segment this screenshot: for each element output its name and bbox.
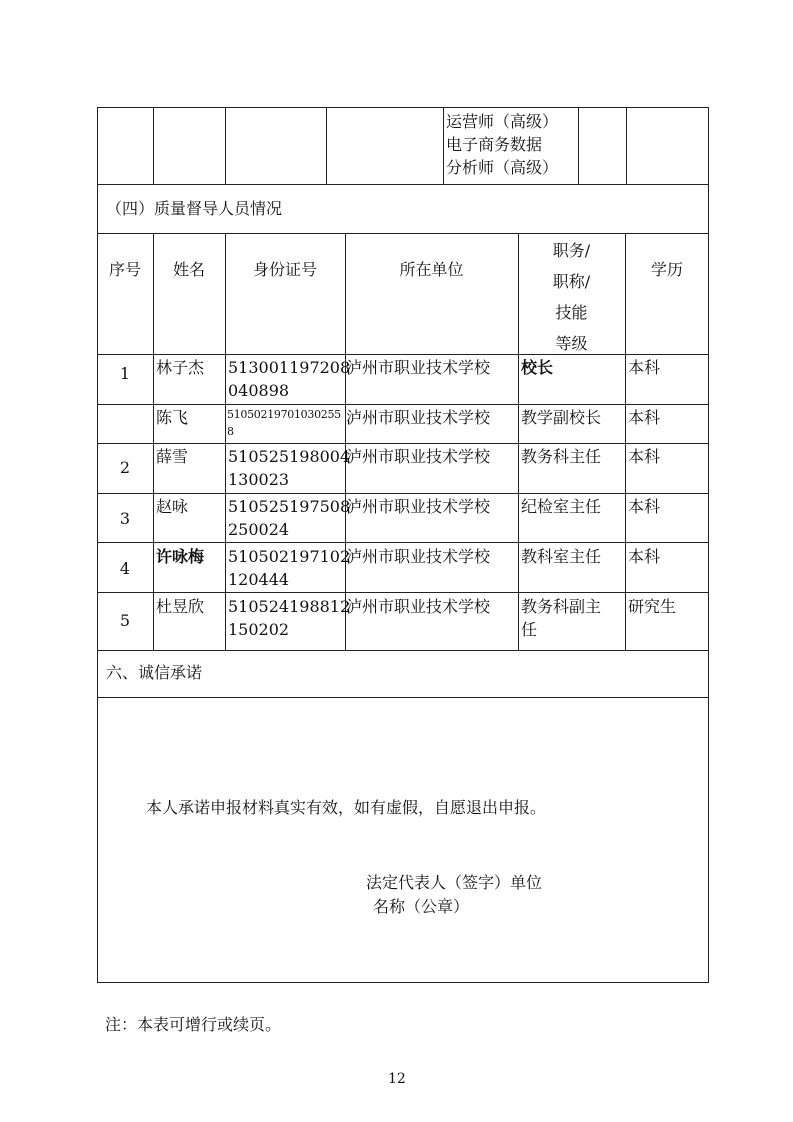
- section-title: （四）质量督导人员情况: [106, 199, 283, 218]
- cell-edu: 本科: [628, 408, 661, 427]
- cell-id: 8: [227, 425, 234, 438]
- cell-id: 51050219701030255: [227, 408, 341, 421]
- cell-unit: 泸州市职业技术学校: [346, 497, 491, 516]
- cell-no: 1: [119, 364, 131, 383]
- pledge-text: 本人承诺申报材料真实有效，如有虚假，自愿退出申报。: [146, 798, 547, 817]
- cert-line: 分析师（高级）: [446, 158, 559, 177]
- col-divider: [153, 107, 154, 184]
- col-divider: [345, 233, 346, 650]
- cert-line: 运营师（高级）: [446, 112, 559, 131]
- cell-title: 教科室主任: [521, 547, 602, 566]
- cell-edu: 本科: [628, 358, 661, 377]
- row-divider: [97, 592, 709, 593]
- cell-title: 教学副校长: [521, 408, 602, 427]
- cell-no: 2: [119, 458, 131, 477]
- cell-no: 5: [119, 611, 131, 630]
- col-divider: [518, 233, 519, 650]
- cell-id: 120444: [228, 570, 290, 589]
- cell-edu: 本科: [628, 497, 661, 516]
- cell-name: 陈飞: [156, 408, 189, 427]
- cell-unit: 泸州市职业技术学校: [346, 358, 491, 377]
- cell-edu: 本科: [628, 447, 661, 466]
- row-divider: [97, 697, 709, 698]
- row-divider: [97, 493, 709, 494]
- header-edu: 学历: [650, 260, 683, 279]
- cell-unit: 泸州市职业技术学校: [346, 597, 491, 616]
- cell-title: 校长: [521, 358, 554, 377]
- header-no: 序号: [108, 260, 141, 279]
- header-unit: 所在单位: [399, 260, 464, 279]
- cell-name: 杜昱欣: [156, 597, 205, 616]
- row-divider: [97, 404, 709, 405]
- col-divider: [578, 107, 579, 184]
- cell-unit: 泸州市职业技术学校: [346, 547, 491, 566]
- section-title: 六、诚信承诺: [106, 663, 203, 682]
- header-id: 身份证号: [252, 260, 317, 279]
- page-number: 12: [388, 1071, 406, 1087]
- footnote: 注：本表可增行或续页。: [105, 1015, 282, 1034]
- cell-id: 510525198004: [228, 447, 351, 466]
- cell-title: 教务科主任: [521, 447, 602, 466]
- signature-label: 法定代表人（签字）单位: [366, 873, 543, 892]
- header-title: 职务/: [552, 241, 591, 260]
- row-divider: [97, 184, 709, 185]
- cell-id: 130023: [228, 470, 290, 489]
- row-divider: [97, 233, 709, 234]
- col-divider: [326, 107, 327, 184]
- cell-id: 150202: [228, 620, 290, 639]
- row-divider: [97, 542, 709, 543]
- cell-id: 510524198812: [228, 597, 351, 616]
- col-divider: [443, 107, 444, 184]
- header-title: 技能: [555, 303, 588, 322]
- col-divider: [625, 233, 626, 650]
- row-divider: [97, 650, 709, 651]
- cell-id: 250024: [228, 520, 290, 539]
- cell-name: 赵咏: [156, 497, 189, 516]
- cell-id: 040898: [228, 381, 290, 400]
- cell-title: 任: [521, 620, 538, 639]
- cell-unit: 泸州市职业技术学校: [346, 408, 491, 427]
- header-title: 等级: [555, 334, 588, 353]
- seal-label: 名称（公章）: [373, 897, 470, 916]
- cell-id: 510502197102: [228, 547, 351, 566]
- cell-title: 纪检室主任: [521, 497, 602, 516]
- cell-unit: 泸州市职业技术学校: [346, 447, 491, 466]
- cell-no: 4: [119, 559, 131, 578]
- cell-name: 林子杰: [156, 358, 205, 377]
- cert-line: 电子商务数据: [446, 135, 543, 154]
- cell-title: 教务科副主: [521, 597, 602, 616]
- cell-no: 3: [119, 509, 131, 528]
- cell-name: 许咏梅: [156, 547, 205, 566]
- header-name: 姓名: [172, 260, 205, 279]
- header-title: 职称/: [552, 272, 591, 291]
- row-divider: [97, 443, 709, 444]
- cell-edu: 本科: [628, 547, 661, 566]
- cell-id: 513001197208: [228, 358, 351, 377]
- col-divider: [153, 233, 154, 650]
- cell-id: 510525197508: [228, 497, 351, 516]
- col-divider: [225, 233, 226, 650]
- cell-edu: 研究生: [628, 597, 677, 616]
- col-divider: [225, 107, 226, 184]
- cell-name: 薛雪: [156, 447, 189, 466]
- col-divider: [626, 107, 627, 184]
